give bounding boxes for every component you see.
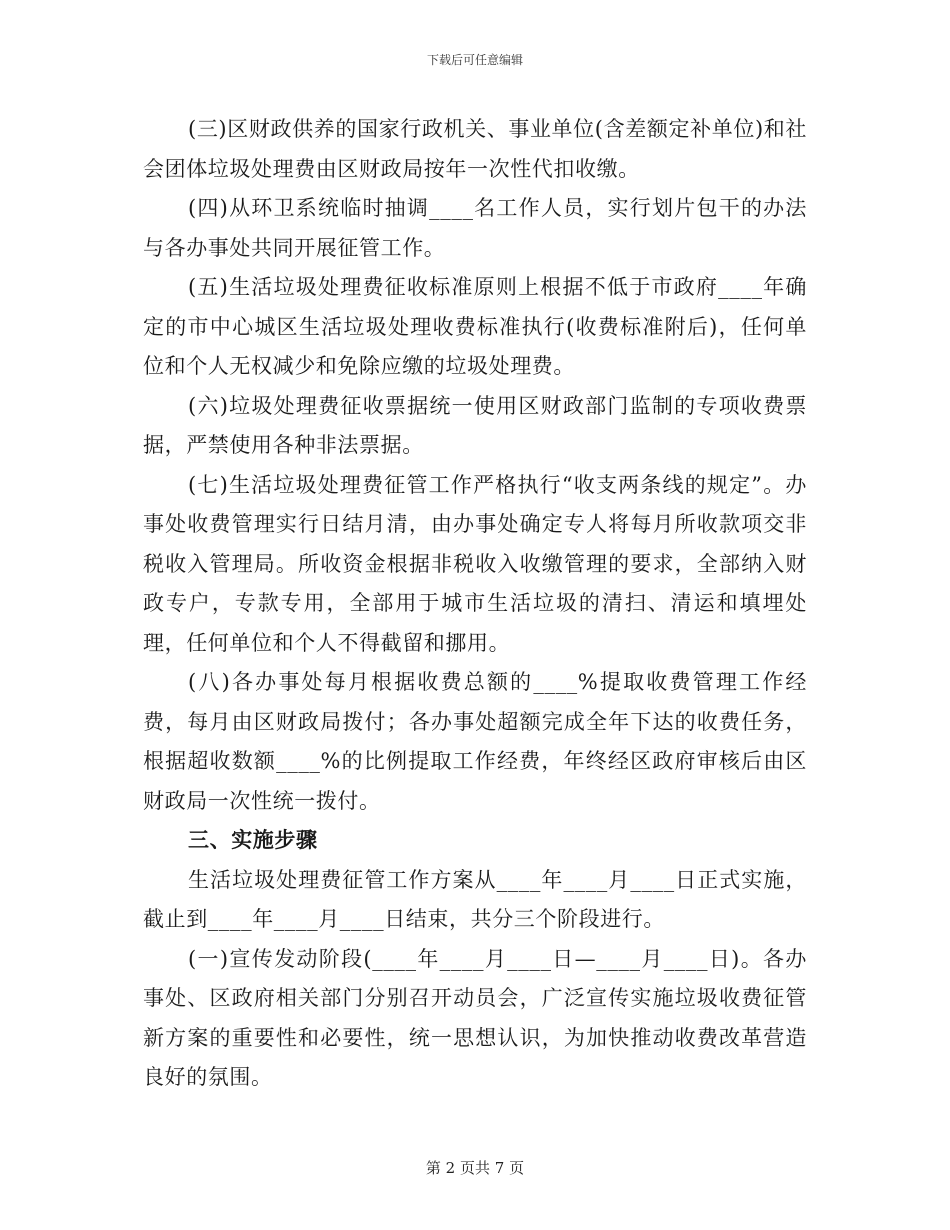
document-body: [143, 110, 807, 1098]
paragraph-4: (四)从环卫系统临时抽调____名工作人员，实行划片包干的办法与各办事处共同开展征管工作。: [143, 196, 807, 260]
paragraph-7: (七)生活垃圾处理费征管工作严格执行“收支两条线的规定”。办事处收费管理实行日结月清，由办事处确定专人将每月所收款项交非税收入管理局。所收资金根据非税收入收缴管理的要求，全部纳入财政专户，专款专用，全部用于城市生活垃圾的清扫、清运和填埋处理，任何单位和个人不得截留和挪用。: [143, 472, 807, 655]
paragraph-6: (六)垃圾处理费征收票据统一使用区财政部门监制的专项收费票据，严禁使用各种非法票据。: [143, 393, 807, 457]
paragraph-8: (八)各办事处每月根据收费总额的____%提取收费管理工作经费，每月由区财政局拨付；各办事处超额完成全年下达的收费任务，根据超收数额____%的比例提取工作经费，年终经区政府审核后由区财政局一次性统一拨付。: [143, 670, 807, 813]
section-heading: 三、实施步骤: [188, 828, 318, 852]
paragraph-3: (三)区财政供养的国家行政机关、事业单位(含差额定补单位)和社会团体垃圾处理费由区财政局按年一次性代扣收缴。: [143, 117, 807, 181]
section-paragraph-timeline: 生活垃圾处理费征管工作方案从____年____月____日正式实施，截止到____年____月____日结束，共分三个阶段进行。: [143, 867, 807, 931]
paragraph-5: (五)生活垃圾处理费征收标准原则上根据不低于市政府____年确定的市中心城区生活垃圾处理收费标准执行(收费标准附后)，任何单位和个人无权减少和免除应缴的垃圾处理费。: [143, 275, 807, 378]
page-number: 第 2 页共 7 页: [425, 1159, 525, 1177]
page-header: 下载后可任意编辑: [426, 53, 523, 67]
section-paragraph-stage-1: (一)宣传发动阶段(____年____月____日—____月____日)。各办事处、区政府相关部门分别召开动员会，广泛宣传实施垃圾收费征管新方案的重要性和必要性，统一思想认识，为加快推动收费改革营造良好的氛围。: [143, 946, 807, 1089]
